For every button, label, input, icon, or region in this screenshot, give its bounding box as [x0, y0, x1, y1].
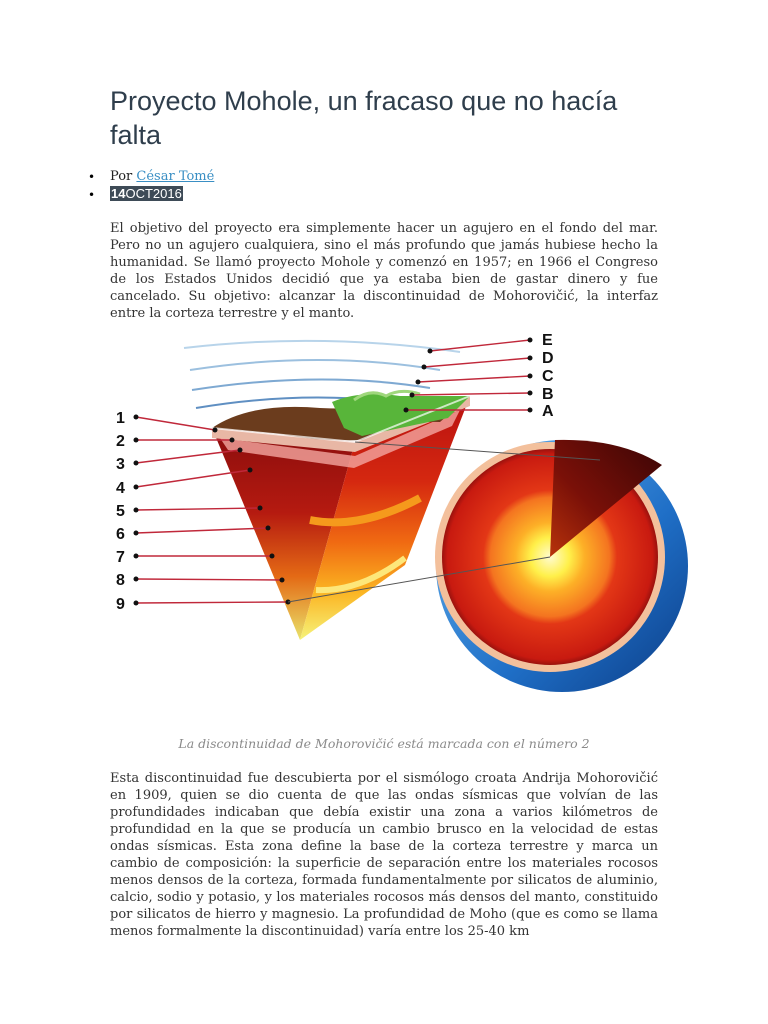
earth-layers-figure: [100, 330, 740, 710]
label-D: D: [542, 350, 554, 367]
label-4: 4: [116, 480, 125, 497]
label-5: 5: [116, 503, 125, 520]
article-title: Proyecto Mohole, un fracaso que no hacía falta: [110, 86, 618, 150]
date-day: 14: [111, 186, 126, 201]
label-7: 7: [116, 549, 125, 566]
label-9: 9: [116, 596, 125, 613]
label-B: B: [542, 386, 554, 403]
author-link[interactable]: César Tomé: [136, 169, 215, 184]
label-3: 3: [116, 456, 125, 473]
globe-cutaway: [435, 440, 688, 692]
date: [88, 186, 214, 204]
label-8: 8: [116, 572, 125, 589]
byline: [88, 168, 214, 186]
intro-paragraph: El objetivo del proyecto era simplemente hacer un agujero en el fondo del mar. Pero no un agujero cualquiera, sino el más profundo que jamás hubiese hecho la humanidad. Se llamó proyecto Mohole y comenzó en 1957; en 1966 el Congreso de los Estados Unidos decidió que ya estaba bien de gastar dinero y fue cancelado. Su objetivo: alcanzar la discontinuidad de Mohorovičić, la interfaz entre la corteza terrestre y el manto.: [110, 221, 658, 321]
article-meta: [88, 168, 214, 204]
body-paragraph: Esta discontinuidad fue descubierta por el sismólogo croata Andrija Mohorovičić en 1909, quien se dio cuenta de que las ondas sísmicas que volvían de las profundidades indicaban que debía existir una zona a varios kilómetros de profundidad en la que se producía un cambio brusco en la velocidad de estas ondas sísmicas. Esta zona define la base de la corteza terrestre y marca un cambio de composición: la superficie de separación entre los materiales rocosos menos densos de la corteza, formada fundamentalmente por silicatos de aluminio, calcio, sodio y potasio, y los materiales rocosos más densos del manto, constituido por silicatos de hierro y magnesio. La profundidad de Moho (que es como se llama menos formalmente la discontinuidad) varía entre los 25-40 km: [110, 771, 658, 939]
date-month-year: OCT2016: [125, 186, 182, 201]
label-C: C: [542, 368, 554, 385]
figure-caption: La discontinuidad de Mohorovičić está marcada con el número 2: [178, 736, 590, 751]
label-6: 6: [116, 526, 125, 543]
label-1: 1: [116, 410, 125, 427]
label-2: 2: [116, 433, 125, 450]
label-A: A: [542, 403, 554, 420]
label-E: E: [542, 332, 553, 349]
byline-prefix: Por: [110, 169, 137, 184]
date-badge: [110, 186, 183, 201]
